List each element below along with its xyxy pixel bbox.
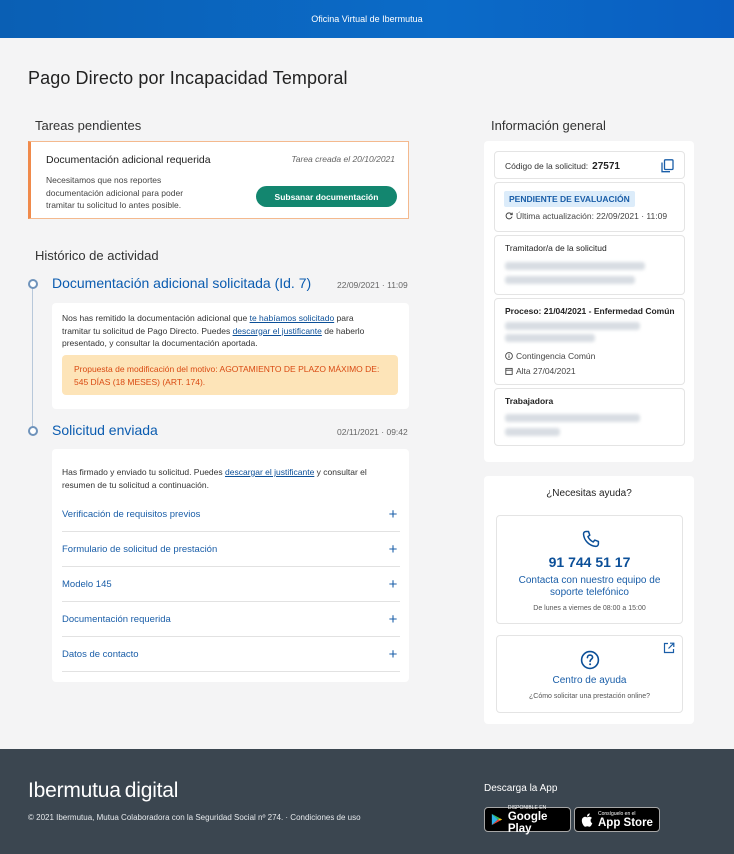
blurred-proceso-line1	[505, 322, 640, 330]
accordion-item[interactable]: Verificación de requisitos previos +	[62, 497, 400, 532]
phone-support-box[interactable]	[496, 515, 683, 624]
accordion-item[interactable]: Modelo 145 +	[62, 567, 400, 602]
timeline-line	[32, 284, 33, 432]
descargar-justificante-link[interactable]: descargar el justificante	[225, 467, 315, 477]
help-center-box[interactable]	[496, 635, 683, 713]
blurred-name	[505, 262, 645, 270]
subsanar-documentacion-button[interactable]: Subsanar documentación	[256, 186, 397, 207]
help-circle-icon	[580, 650, 600, 670]
proceso-title: Proceso: 21/04/2021 - Enfermedad Común	[505, 306, 675, 316]
tasks-section-title: Tareas pendientes	[35, 118, 142, 133]
help-panel	[484, 476, 694, 724]
task-description: Necesitamos que nos reportes documentación adicional para poder tramitar tu solicitud lo antes posible.	[46, 175, 184, 210]
task-title: Documentación adicional requerida	[46, 154, 211, 166]
refresh-icon	[505, 212, 513, 220]
info-section-title: Información general	[491, 118, 606, 133]
activity-card-solicitud	[52, 449, 409, 682]
google-play-button[interactable]: DISPONIBLE EN Google Play	[484, 807, 571, 832]
info-panel	[484, 141, 694, 462]
history-section-title: Histórico de actividad	[35, 248, 159, 263]
code-label: Código de la solicitud:	[505, 161, 589, 171]
external-link-icon[interactable]	[663, 642, 675, 654]
timeline-dot	[28, 279, 38, 289]
last-update: Última actualización: 22/09/2021 · 11:09	[516, 211, 668, 221]
descargar-justificante-link[interactable]: descargar el justificante	[232, 325, 322, 336]
tramitador-box	[494, 235, 685, 295]
request-code-box	[494, 151, 685, 179]
copyright-text: © 2021 Ibermutua, Mutua Colaboradora con la Seguridad Social nº 274. · Condiciones de uso	[28, 813, 361, 822]
timeline-date: 22/09/2021 · 11:09	[337, 280, 408, 290]
accordion-item[interactable]: Documentación requerida +	[62, 602, 400, 637]
alta-date: Alta 27/04/2021	[516, 366, 576, 376]
pending-task-card	[28, 141, 409, 219]
blurred-worker-name	[505, 414, 640, 422]
help-title: ¿Necesitas ayuda?	[546, 488, 632, 499]
apple-icon	[581, 813, 593, 827]
plus-icon: +	[388, 505, 398, 523]
plus-icon: +	[388, 540, 398, 558]
contingencia: Contingencia Común	[516, 351, 596, 361]
support-hours: De lunes a viernes de 08:00 a 15:00	[533, 605, 646, 612]
accordion-item[interactable]: Datos de contacto +	[62, 637, 400, 672]
activity-card-documentacion	[52, 303, 409, 409]
status-box	[494, 182, 685, 232]
tramitador-title: Tramitador/a de la solicitud	[505, 243, 607, 253]
copy-icon[interactable]	[661, 159, 674, 173]
timeline-heading: Solicitud enviada	[52, 422, 158, 438]
plus-icon: +	[388, 645, 398, 663]
app-title: Oficina Virtual de Ibermutua	[311, 14, 423, 24]
blurred-proceso-line2	[505, 334, 595, 342]
timeline-dot	[28, 426, 38, 436]
calendar-icon	[505, 367, 513, 375]
phone-support-link[interactable]: Contacta con nuestro equipo de soporte telefónico	[518, 575, 661, 598]
plus-icon: +	[388, 610, 398, 628]
status-badge: PENDIENTE DE EVALUACIÓN	[504, 191, 635, 207]
code-value: 27571	[592, 161, 620, 172]
help-center-link[interactable]: Centro de ayuda	[552, 675, 627, 686]
info-icon	[505, 352, 513, 360]
plus-icon: +	[388, 575, 398, 593]
top-bar	[0, 0, 734, 38]
phone-number[interactable]: 91 744 51 17	[548, 554, 631, 570]
accordion-item[interactable]: Formulario de solicitud de prestación +	[62, 532, 400, 567]
download-app-title: Descarga la App	[484, 783, 558, 794]
timeline-date: 02/11/2021 · 09:42	[337, 427, 408, 437]
google-play-icon	[491, 812, 503, 827]
activity-text: Has firmado y enviado tu solicitud. Puedes descargar el justificante y consultar el resumen de tu solicitud a continuación.	[62, 467, 367, 490]
ibermutua-digital-logo[interactable]: Ibermutua digital	[28, 779, 179, 802]
warning-box: Propuesta de modificación del motivo: AGOTAMIENTO DE PLAZO MÁXIMO DE: 545 DÍAS (18 MESES) (ART. 174).	[62, 355, 398, 395]
trabajadora-box	[494, 388, 685, 446]
blurred-email	[505, 276, 635, 284]
proceso-box	[494, 298, 685, 385]
activity-text: Nos has remitido la documentación adicional que te habíamos solicitado para tramitar tu solicitud de Pago Directo. Puedes descargar el justificante de haberlo presentado, y consultar la documentación aportada.	[62, 313, 365, 348]
footer	[0, 749, 734, 854]
blurred-worker-id	[505, 428, 560, 436]
trabajadora-title: Trabajadora	[505, 396, 554, 406]
solicitado-link[interactable]: te habíamos solicitado	[249, 313, 335, 323]
phone-icon	[582, 530, 600, 548]
app-store-button[interactable]: Consíguelo en el App Store	[574, 807, 660, 832]
page-title: Pago Directo por Incapacidad Temporal	[28, 68, 348, 88]
help-center-subtitle: ¿Cómo solicitar una prestación online?	[528, 693, 650, 700]
task-created-date: Tarea creada el 20/10/2021	[291, 154, 395, 164]
timeline-heading: Documentación adicional solicitada (Id. 7)	[52, 275, 312, 291]
